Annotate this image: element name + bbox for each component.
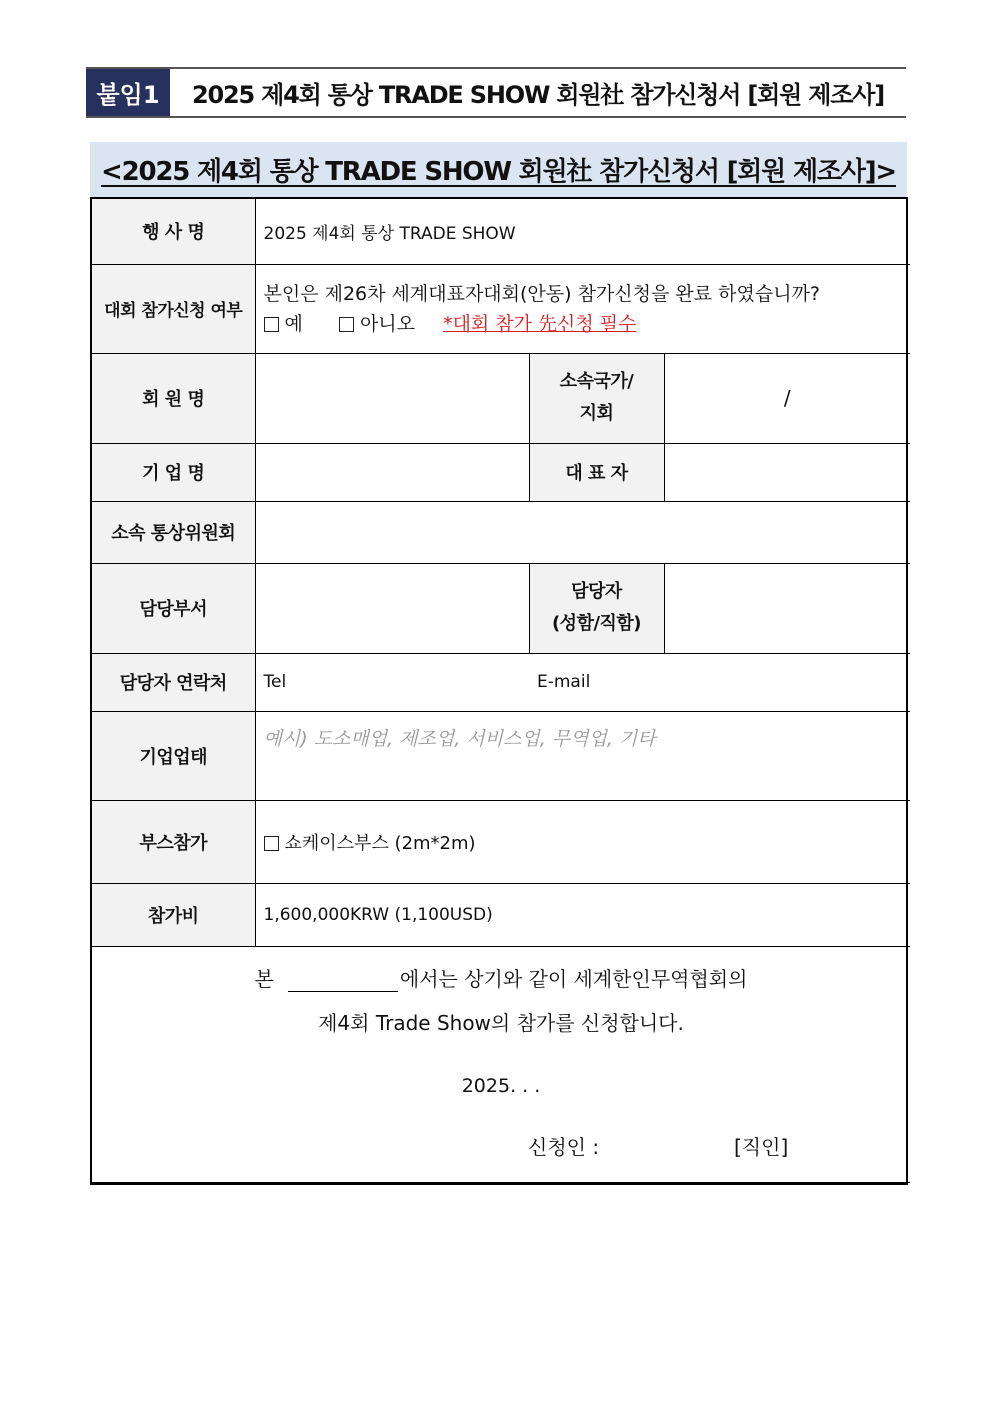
row-fee [92, 883, 910, 946]
registration-label: 대회 참가신청 여부 [92, 264, 255, 353]
fee-label: 참가비 [92, 883, 255, 946]
yes-checkbox[interactable] [264, 317, 279, 332]
business-value[interactable] [255, 711, 910, 800]
country-label [529, 353, 664, 443]
applicant-label: 신청인 : [528, 1134, 600, 1159]
business-label: 기업업태 [92, 711, 255, 800]
country-label-line1: 소속국가/ [559, 371, 634, 392]
declaration-date[interactable]: 2025. . . [461, 1074, 541, 1097]
tel-field[interactable] [255, 653, 529, 711]
booth-label: 부스참가 [92, 800, 255, 883]
member-label: 회 원 명 [92, 353, 255, 443]
event-value[interactable]: 2025 제4회 통상 TRADE SHOW [255, 199, 910, 264]
declaration-line1 [92, 963, 910, 992]
committee-label: 소속 통상위원회 [92, 501, 255, 563]
row-committee [92, 501, 910, 563]
no-label: 아니오 [359, 312, 416, 335]
attachment-badge: 붙임1 [86, 69, 170, 116]
declaration-cell [92, 946, 910, 1182]
declaration-prefix: 본 [254, 966, 274, 991]
event-label: 행 사 명 [92, 199, 255, 264]
person-label-line1: 담당자 [571, 581, 622, 602]
row-booth [92, 800, 910, 883]
ceo-label: 대 표 자 [529, 443, 664, 501]
row-department [92, 563, 910, 653]
header-rule-bottom [86, 116, 906, 118]
form-title: <2025 제4회 통상 TRADE SHOW 회원社 참가신청서 [회원 제조사]> [101, 157, 896, 187]
yes-label: 예 [284, 312, 303, 335]
committee-value[interactable] [255, 501, 910, 563]
department-value[interactable] [255, 563, 529, 653]
tel-label: Tel [263, 672, 287, 692]
application-table [92, 199, 910, 1183]
company-name-blank[interactable] [288, 970, 398, 992]
email-label: E-mail [537, 672, 591, 692]
row-company [92, 443, 910, 501]
document-title: 2025 제4회 통상 TRADE SHOW 회원社 참가신청서 [회원 제조사] [191, 81, 884, 109]
application-form [90, 197, 908, 1185]
registration-options [264, 309, 911, 339]
country-value[interactable]: / [664, 353, 910, 443]
row-business [92, 711, 910, 800]
form-title-band [90, 142, 907, 197]
no-checkbox[interactable] [339, 317, 354, 332]
row-event [92, 199, 910, 264]
ceo-value[interactable] [664, 443, 910, 501]
registration-question: 본인은 제26차 세계대표자대회(안동) 참가신청을 완료 하였습니까? [263, 282, 820, 305]
declaration-line2: 제4회 Trade Show의 참가를 신청합니다. [318, 1010, 684, 1035]
email-field[interactable] [529, 653, 910, 711]
fee-value: 1,600,000KRW (1,100USD) [255, 883, 910, 946]
seal-label: [직인] [734, 1134, 789, 1159]
row-registration [92, 264, 910, 353]
row-declaration [92, 946, 910, 1182]
person-label [529, 563, 664, 653]
booth-cell [255, 800, 910, 883]
person-value[interactable] [664, 563, 910, 653]
business-hint: 예시) 도소매업, 제조업, 서비스업, 무역업, 기타 [263, 727, 656, 750]
member-value[interactable] [255, 353, 529, 443]
booth-checkbox[interactable] [264, 836, 279, 851]
row-member [92, 353, 910, 443]
registration-note: *대회 참가 先신청 필수 [443, 312, 637, 335]
company-label: 기 업 명 [92, 443, 255, 501]
contact-label: 담당자 연락처 [92, 653, 255, 711]
department-label: 담당부서 [92, 563, 255, 653]
company-value[interactable] [255, 443, 529, 501]
person-label-line2: (성함/직함) [551, 613, 642, 634]
registration-cell [255, 264, 910, 353]
country-label-line2: 지회 [579, 403, 614, 424]
row-contact [92, 653, 910, 711]
booth-option: 쇼케이스부스 (2m*2m) [284, 832, 476, 854]
declaration-line1-suffix: 에서는 상기와 같이 세계한인무역협회의 [399, 966, 748, 991]
